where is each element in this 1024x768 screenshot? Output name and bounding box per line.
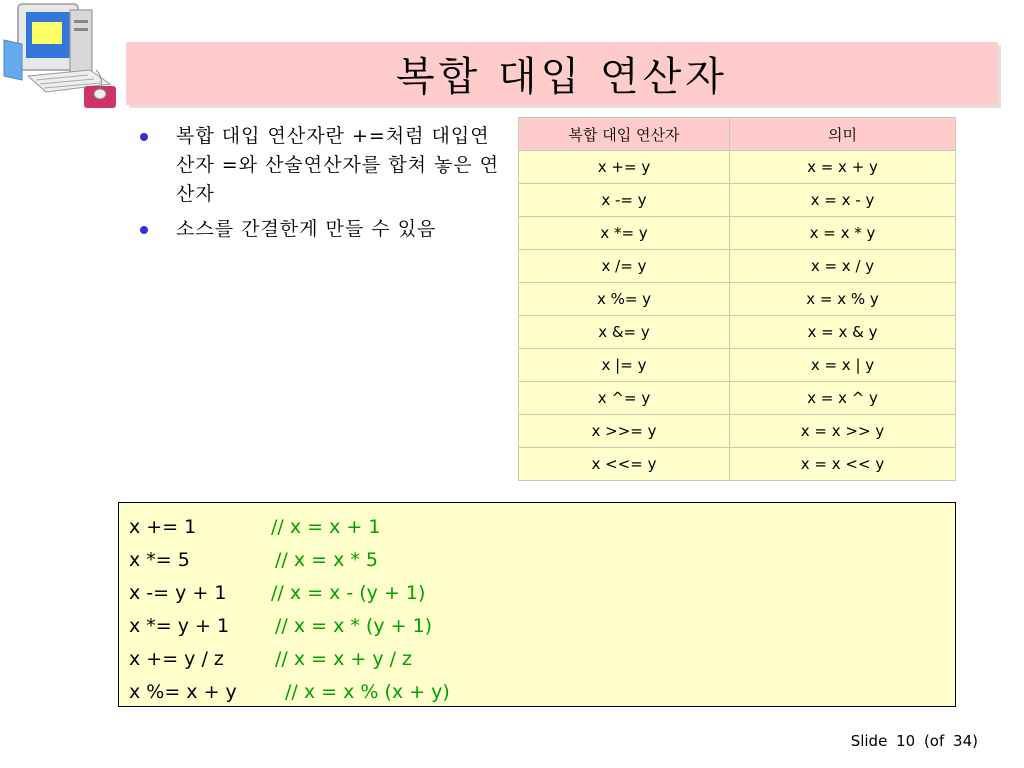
meaning-cell: x = x ^ y [730, 382, 956, 415]
bullet-dot-icon [140, 226, 148, 234]
table-row [519, 217, 956, 250]
meaning-cell: x = x & y [730, 316, 956, 349]
operator-cell: x /= y [519, 250, 730, 283]
code-statement: x += 1 [129, 516, 197, 538]
slide-number: 10 [896, 732, 916, 750]
operator-cell: x ^= y [519, 382, 730, 415]
operator-cell: x &= y [519, 316, 730, 349]
operator-cell: x += y [519, 151, 730, 184]
slide-of-label: (of [923, 732, 945, 750]
table-row [519, 250, 956, 283]
code-comment: // x = x * 5 [275, 549, 378, 571]
table-row [519, 151, 956, 184]
code-comment: // x = x * (y + 1) [275, 615, 433, 637]
code-line [129, 577, 945, 610]
operator-table [518, 117, 956, 481]
code-comment: // x = x % (x + y) [285, 681, 450, 703]
slide-label: Slide [850, 732, 888, 750]
bullet-text: 복합 대입 연산자란 +=처럼 대입연산자 =와 산술연산자를 합쳐 놓은 연산자 [176, 125, 500, 205]
table-row [519, 184, 956, 217]
bullet-item [136, 215, 501, 244]
code-line [129, 610, 945, 643]
meaning-cell: x = x * y [730, 217, 956, 250]
code-comment: // x = x + 1 [271, 516, 381, 538]
code-statement: x *= 5 [129, 549, 190, 571]
title-bar [126, 42, 998, 105]
meaning-cell: x = x << y [730, 448, 956, 481]
meaning-cell: x = x % y [730, 283, 956, 316]
code-statement: x -= y + 1 [129, 582, 227, 604]
bullet-list [136, 122, 501, 250]
table-row [519, 415, 956, 448]
slide-counter [847, 732, 978, 750]
computer-clipart-icon [0, 0, 130, 112]
operator-cell: x -= y [519, 184, 730, 217]
operator-cell: x %= y [519, 283, 730, 316]
meaning-cell: x = x / y [730, 250, 956, 283]
code-line [129, 544, 945, 577]
code-line [129, 643, 945, 676]
table-row [519, 283, 956, 316]
operator-cell: x <<= y [519, 448, 730, 481]
bullet-text: 소스를 간결한게 만들 수 있음 [176, 218, 437, 240]
header-operator: 복합 대입 연산자 [519, 118, 730, 151]
code-statement: x %= x + y [129, 681, 237, 703]
slide-title: 복합 대입 연산자 [396, 54, 728, 100]
code-statement: x += y / z [129, 648, 224, 670]
header-meaning: 의미 [730, 118, 956, 151]
code-statement: x *= y + 1 [129, 615, 230, 637]
table-row [519, 382, 956, 415]
code-example-box [118, 502, 956, 707]
code-comment: // x = x + y / z [275, 648, 413, 670]
bullet-dot-icon [140, 133, 148, 141]
meaning-cell: x = x >> y [730, 415, 956, 448]
table-row [519, 349, 956, 382]
slide-total: 34) [953, 732, 978, 750]
code-comment: // x = x - (y + 1) [271, 582, 426, 604]
table-row [519, 316, 956, 349]
table-header-row [519, 118, 956, 151]
operator-cell: x |= y [519, 349, 730, 382]
operator-cell: x >>= y [519, 415, 730, 448]
meaning-cell: x = x + y [730, 151, 956, 184]
code-line [129, 676, 945, 709]
table-row [519, 448, 956, 481]
code-line [129, 511, 945, 544]
meaning-cell: x = x | y [730, 349, 956, 382]
bullet-item [136, 122, 501, 209]
meaning-cell: x = x - y [730, 184, 956, 217]
operator-cell: x *= y [519, 217, 730, 250]
